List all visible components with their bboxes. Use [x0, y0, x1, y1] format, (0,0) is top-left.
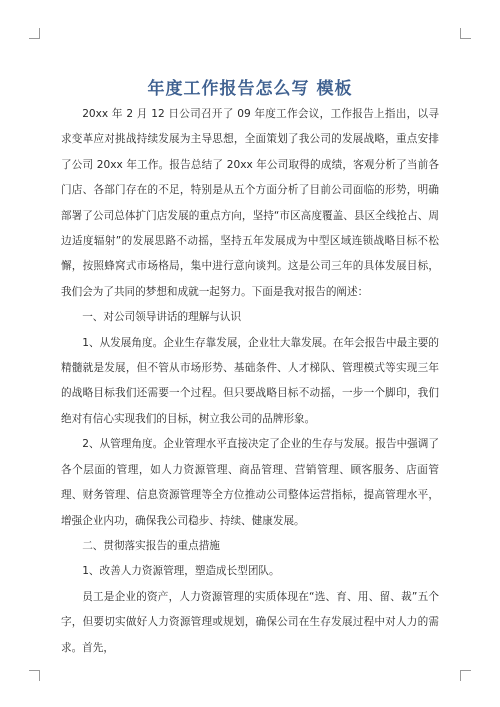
- crop-mark-bottom-left: [29, 670, 40, 681]
- paragraph-management: 2、从管理角度。企业管理水平直接决定了企业的生存与发展。报告中强调了各个层面的管理，如人力资源管理、商品管理、营销管理、顾客服务、店面管理、财务管理、信息资源管理等全方位推动公司整体运营指标，提高管理水平，增强企业内功，确保我公司稳步、持续、健康发展。: [61, 438, 439, 527]
- document-title: 年度工作报告怎么写 模板: [147, 79, 353, 100]
- paragraph-hr: 员工是企业的资产，人力资源管理的实质体现在“选、育、用、留、裁”五个字，但要切实做好人力资源管理或规划，确保公司在生存发展过程中对人力的需求。首先，: [61, 590, 439, 654]
- paragraph-intro: 20xx 年 2 月 12 日公司召开了 09 年度工作会议，工作报告上指出，以寻求变革应对挑战持续发展为主导思想，全面策划了我公司的发展战略，重点安排了公司 20xx 年工作。报告总结了 20xx 年公司取得的成绩，客观分析了当前各门店、各部门存在的不足，特别是从五个方面分析了目前公司面临的形势，明确部署了公司总体扩门店发展的重点方向，坚持“市区高度覆盖、县区全线抢占、周边适度辐射”的发展思路不动摇，坚持五年发展成为中型区域连锁战略目标不松懈，按照蜂窝式市场格局，集中进行意向谈判。这是公司三年的具体发展目标，我们会为了共同的梦想和成就一起努力。下面是我对报告的阐述：: [61, 108, 439, 298]
- section-heading-2: 二、贯彻落实报告的重点措施: [82, 539, 220, 552]
- crop-mark-top-right: [460, 28, 471, 39]
- section-heading-1: 一、对公司领导讲话的理解与认识: [82, 311, 242, 324]
- crop-mark-bottom-right: [460, 670, 471, 681]
- crop-mark-top-left: [29, 28, 40, 39]
- paragraph-development: 1、从发展角度。企业生存靠发展，企业壮大靠发展。在年会报告中最主要的精髓就是发展，但不管从市场形势、基础条件、人才梯队、管理模式等实现三年的战略目标我们还需要一个过程。但只要战略目标不动摇，一步一个脚印，我们绝对有信心实现我们的目标，树立我公司的品牌形象。: [61, 336, 439, 425]
- subheading-hr: 1、改善人力资源管理，塑造成长型团队。: [82, 565, 280, 578]
- document-body: [61, 102, 439, 661]
